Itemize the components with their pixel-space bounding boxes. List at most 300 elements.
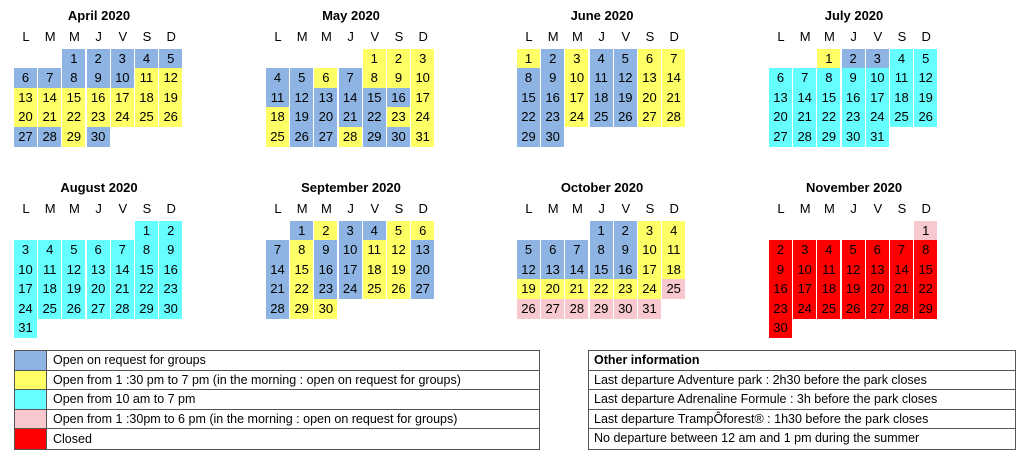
day-cell: 20 [541,279,564,299]
day-cell: 28 [339,127,362,147]
day-cell: 20 [314,107,337,127]
day-cell: 14 [565,260,588,280]
day-cell: 9 [314,240,337,260]
weekday-header: M [68,201,80,216]
day-cell: 7 [339,68,362,88]
day-cell: 30 [314,299,337,319]
day-cell: 2 [387,49,410,69]
day-cell: 12 [517,260,540,280]
day-cell: 2 [769,240,792,260]
weekday-header: D [669,201,679,216]
day-cell: 28 [38,127,61,147]
month-title: May 2020 [322,8,380,23]
day-cell: 8 [590,240,613,260]
day-cell: 20 [769,107,792,127]
day-cell: 10 [411,68,434,88]
legend-row [15,351,539,371]
day-cell: 6 [411,221,434,241]
legend-label: Open from 1 :30 pm to 7 pm (in the morning : open on request for groups) [53,372,461,387]
legend-swatch [15,371,47,390]
day-cell: 24 [339,279,362,299]
day-cell: 25 [363,279,386,299]
info-line: Last departure Adventure park : 2h30 before the park closes [589,371,1015,391]
day-cell: 14 [38,88,61,108]
day-cell: 27 [541,299,564,319]
day-cell: 3 [111,49,134,69]
day-cell: 30 [769,318,792,338]
day-cell: 18 [817,279,840,299]
day-cell: 6 [769,68,792,88]
day-cell: 11 [266,88,289,108]
day-cell: 19 [290,107,313,127]
weekday-header: S [394,29,404,44]
legend-label: Open from 1 :30pm to 6 pm (in the morning : open on request for groups) [53,412,458,427]
day-cell: 16 [769,279,792,299]
day-cell: 25 [135,107,158,127]
day-cell: 14 [662,68,685,88]
day-cell: 12 [842,260,865,280]
day-cell: 13 [14,88,37,108]
day-cell: 19 [62,279,85,299]
day-cell: 27 [638,107,661,127]
weekday-header: V [370,29,380,44]
day-cell: 4 [890,49,913,69]
day-cell: 10 [638,240,661,260]
day-cell: 21 [111,279,134,299]
day-cell: 16 [314,260,337,280]
weekday-header: D [418,29,428,44]
day-cell: 29 [290,299,313,319]
day-cell: 8 [363,68,386,88]
weekday-header: M [547,201,559,216]
weekday-header: M [296,201,308,216]
day-cell: 7 [662,49,685,69]
day-cell: 6 [314,68,337,88]
day-cell: 20 [14,107,37,127]
day-cell: 9 [541,68,564,88]
weekday-header: S [897,29,907,44]
day-cell: 18 [662,260,685,280]
day-cell: 14 [793,88,816,108]
day-cell: 15 [817,88,840,108]
day-cell: 20 [411,260,434,280]
weekday-header: M [320,201,332,216]
day-cell: 30 [387,127,410,147]
legend-table [14,350,540,450]
day-cell: 15 [914,260,937,280]
weekday-header: L [22,201,30,216]
day-cell: 16 [387,88,410,108]
weekday-header: V [873,201,883,216]
day-cell: 16 [842,88,865,108]
day-cell: 22 [517,107,540,127]
day-cell: 3 [638,221,661,241]
day-cell: 23 [314,279,337,299]
day-cell: 24 [565,107,588,127]
weekday-header: L [274,201,282,216]
day-cell: 18 [266,107,289,127]
weekday-header: J [95,29,102,44]
day-cell: 25 [38,299,61,319]
day-cell: 11 [135,68,158,88]
day-cell: 30 [614,299,637,319]
day-cell: 27 [87,299,110,319]
day-cell: 26 [842,299,865,319]
day-cell: 1 [590,221,613,241]
day-cell: 11 [38,260,61,280]
day-cell: 15 [517,88,540,108]
legend-label: Open on request for groups [53,353,206,368]
weekday-header: D [921,29,931,44]
weekday-header: D [921,201,931,216]
weekday-header: S [645,29,655,44]
day-cell: 19 [387,260,410,280]
day-cell: 6 [638,49,661,69]
day-cell: 30 [159,299,182,319]
weekday-header: L [525,29,533,44]
day-cell: 3 [565,49,588,69]
weekday-header: M [44,29,56,44]
day-cell: 8 [135,240,158,260]
day-cell: 14 [890,260,913,280]
day-cell: 11 [363,240,386,260]
day-cell: 4 [135,49,158,69]
day-cell: 19 [914,88,937,108]
day-cell: 22 [914,279,937,299]
day-cell: 7 [890,240,913,260]
day-cell: 25 [817,299,840,319]
day-cell: 17 [411,88,434,108]
weekday-header: V [621,29,631,44]
day-cell: 7 [266,240,289,260]
weekday-header: M [547,29,559,44]
weekday-header: S [897,201,907,216]
day-cell: 17 [14,279,37,299]
legend-label: Closed [53,432,92,447]
day-cell: 27 [14,127,37,147]
day-cell: 26 [914,107,937,127]
day-cell: 24 [111,107,134,127]
day-cell: 15 [290,260,313,280]
weekday-header: S [142,201,152,216]
weekday-header: J [598,29,605,44]
day-cell: 29 [914,299,937,319]
day-cell: 1 [817,49,840,69]
day-cell: 23 [159,279,182,299]
day-cell: 2 [314,221,337,241]
day-cell: 12 [387,240,410,260]
day-cell: 3 [793,240,816,260]
day-cell: 29 [590,299,613,319]
day-cell: 25 [890,107,913,127]
weekday-header: D [418,201,428,216]
day-cell: 7 [38,68,61,88]
day-cell: 27 [769,127,792,147]
weekday-header: M [44,201,56,216]
day-cell: 23 [387,107,410,127]
day-cell: 4 [266,68,289,88]
month-title: September 2020 [301,180,401,195]
day-cell: 7 [565,240,588,260]
day-cell: 17 [866,88,889,108]
day-cell: 28 [793,127,816,147]
day-cell: 8 [62,68,85,88]
day-cell: 5 [517,240,540,260]
weekday-header: J [347,201,354,216]
day-cell: 26 [159,107,182,127]
day-cell: 23 [87,107,110,127]
day-cell: 31 [638,299,661,319]
day-cell: 10 [339,240,362,260]
day-cell: 26 [387,279,410,299]
day-cell: 5 [914,49,937,69]
day-cell: 5 [842,240,865,260]
day-cell: 12 [62,260,85,280]
weekday-header: J [850,201,857,216]
day-cell: 17 [339,260,362,280]
day-cell: 26 [517,299,540,319]
info-line: Last departure TrampÔforest® : 1h30 before the park closes [589,410,1015,430]
day-cell: 21 [793,107,816,127]
day-cell: 4 [817,240,840,260]
day-cell: 1 [135,221,158,241]
day-cell: 10 [565,68,588,88]
day-cell: 28 [111,299,134,319]
day-cell: 3 [411,49,434,69]
day-cell: 24 [866,107,889,127]
day-cell: 8 [914,240,937,260]
day-cell: 23 [614,279,637,299]
legend-swatch [15,429,47,449]
day-cell: 15 [135,260,158,280]
day-cell: 3 [14,240,37,260]
day-cell: 6 [866,240,889,260]
day-cell: 13 [769,88,792,108]
month-title: October 2020 [560,180,644,195]
month-title: August 2020 [60,180,138,195]
day-cell: 15 [62,88,85,108]
day-cell: 22 [363,107,386,127]
weekday-header: D [166,201,176,216]
weekday-header: L [777,29,785,44]
info-line: Last departure Adrenaline Formule : 3h before the park closes [589,390,1015,410]
day-cell: 28 [890,299,913,319]
day-cell: 9 [87,68,110,88]
weekday-header: S [645,201,655,216]
day-cell: 19 [159,88,182,108]
day-cell: 1 [517,49,540,69]
day-cell: 25 [266,127,289,147]
legend-row [15,429,539,449]
day-cell: 31 [14,318,37,338]
day-cell: 13 [411,240,434,260]
day-cell: 3 [866,49,889,69]
other-information-table [588,350,1016,450]
day-cell: 16 [614,260,637,280]
day-cell: 17 [565,88,588,108]
day-cell: 14 [111,260,134,280]
day-cell: 19 [517,279,540,299]
day-cell: 11 [662,240,685,260]
day-cell: 16 [159,260,182,280]
weekday-header: M [320,29,332,44]
weekday-header: M [571,29,583,44]
day-cell: 6 [541,240,564,260]
weekday-header: D [166,29,176,44]
day-cell: 18 [135,88,158,108]
day-cell: 16 [87,88,110,108]
day-cell: 5 [614,49,637,69]
day-cell: 5 [159,49,182,69]
day-cell: 24 [14,299,37,319]
weekday-header: J [850,29,857,44]
day-cell: 26 [614,107,637,127]
day-cell: 13 [314,88,337,108]
day-cell: 29 [135,299,158,319]
day-cell: 13 [866,260,889,280]
day-cell: 11 [590,68,613,88]
day-cell: 26 [62,299,85,319]
day-cell: 24 [793,299,816,319]
month-title: April 2020 [67,8,131,23]
day-cell: 2 [614,221,637,241]
legend-swatch [15,390,47,409]
day-cell: 25 [590,107,613,127]
day-cell: 24 [638,279,661,299]
day-cell: 1 [290,221,313,241]
day-cell: 21 [38,107,61,127]
day-cell: 1 [914,221,937,241]
day-cell: 22 [62,107,85,127]
day-cell: 9 [769,260,792,280]
day-cell: 10 [14,260,37,280]
weekday-header: J [598,201,605,216]
day-cell: 23 [769,299,792,319]
day-cell: 10 [793,260,816,280]
day-cell: 27 [314,127,337,147]
day-cell: 2 [541,49,564,69]
day-cell: 12 [914,68,937,88]
day-cell: 6 [14,68,37,88]
day-cell: 2 [87,49,110,69]
day-cell: 14 [339,88,362,108]
day-cell: 4 [590,49,613,69]
weekday-header: V [118,201,128,216]
day-cell: 29 [517,127,540,147]
day-cell: 10 [866,68,889,88]
day-cell: 30 [541,127,564,147]
day-cell: 1 [62,49,85,69]
day-cell: 28 [565,299,588,319]
month-title: November 2020 [805,180,903,195]
day-cell: 27 [411,279,434,299]
day-cell: 20 [638,88,661,108]
day-cell: 7 [793,68,816,88]
day-cell: 4 [38,240,61,260]
weekday-header: V [370,201,380,216]
weekday-header: J [347,29,354,44]
legend-swatch [15,410,47,429]
day-cell: 30 [87,127,110,147]
day-cell: 13 [541,260,564,280]
day-cell: 31 [866,127,889,147]
day-cell: 30 [842,127,865,147]
day-cell: 13 [638,68,661,88]
weekday-header: M [68,29,80,44]
day-cell: 23 [842,107,865,127]
day-cell: 9 [159,240,182,260]
info-line: No departure between 12 am and 1 pm during the summer [594,431,920,446]
day-cell: 21 [266,279,289,299]
weekday-header: L [22,29,30,44]
weekday-header: V [118,29,128,44]
day-cell: 18 [590,88,613,108]
weekday-header: M [799,29,811,44]
day-cell: 15 [363,88,386,108]
legend-swatch [15,351,47,370]
day-cell: 17 [111,88,134,108]
day-cell: 13 [87,260,110,280]
day-cell: 5 [290,68,313,88]
legend-row [15,390,539,410]
day-cell: 14 [266,260,289,280]
weekday-header: L [525,201,533,216]
day-cell: 25 [662,279,685,299]
weekday-header: L [777,201,785,216]
day-cell: 6 [87,240,110,260]
weekday-header: M [823,29,835,44]
day-cell: 12 [614,68,637,88]
month-title: June 2020 [570,8,634,23]
info-title: Other information [589,351,1015,371]
weekday-header: M [296,29,308,44]
day-cell: 7 [111,240,134,260]
weekday-header: D [669,29,679,44]
day-cell: 16 [541,88,564,108]
legend-row [15,371,539,391]
day-cell: 22 [290,279,313,299]
weekday-header: V [621,201,631,216]
weekday-header: M [571,201,583,216]
day-cell: 9 [842,68,865,88]
day-cell: 27 [866,299,889,319]
day-cell: 18 [890,88,913,108]
day-cell: 29 [62,127,85,147]
day-cell: 12 [159,68,182,88]
legend-row [15,410,539,430]
day-cell: 4 [363,221,386,241]
day-cell: 22 [590,279,613,299]
day-cell: 10 [111,68,134,88]
day-cell: 21 [339,107,362,127]
day-cell: 17 [793,279,816,299]
day-cell: 5 [62,240,85,260]
day-cell: 31 [411,127,434,147]
weekday-header: J [95,201,102,216]
weekday-header: M [823,201,835,216]
day-cell: 18 [38,279,61,299]
day-cell: 9 [614,240,637,260]
day-cell: 28 [662,107,685,127]
weekday-header: M [799,201,811,216]
day-cell: 17 [638,260,661,280]
day-cell: 2 [842,49,865,69]
legend-label: Open from 10 am to 7 pm [53,392,196,407]
day-cell: 9 [387,68,410,88]
day-cell: 21 [890,279,913,299]
day-cell: 21 [662,88,685,108]
day-cell: 11 [817,260,840,280]
